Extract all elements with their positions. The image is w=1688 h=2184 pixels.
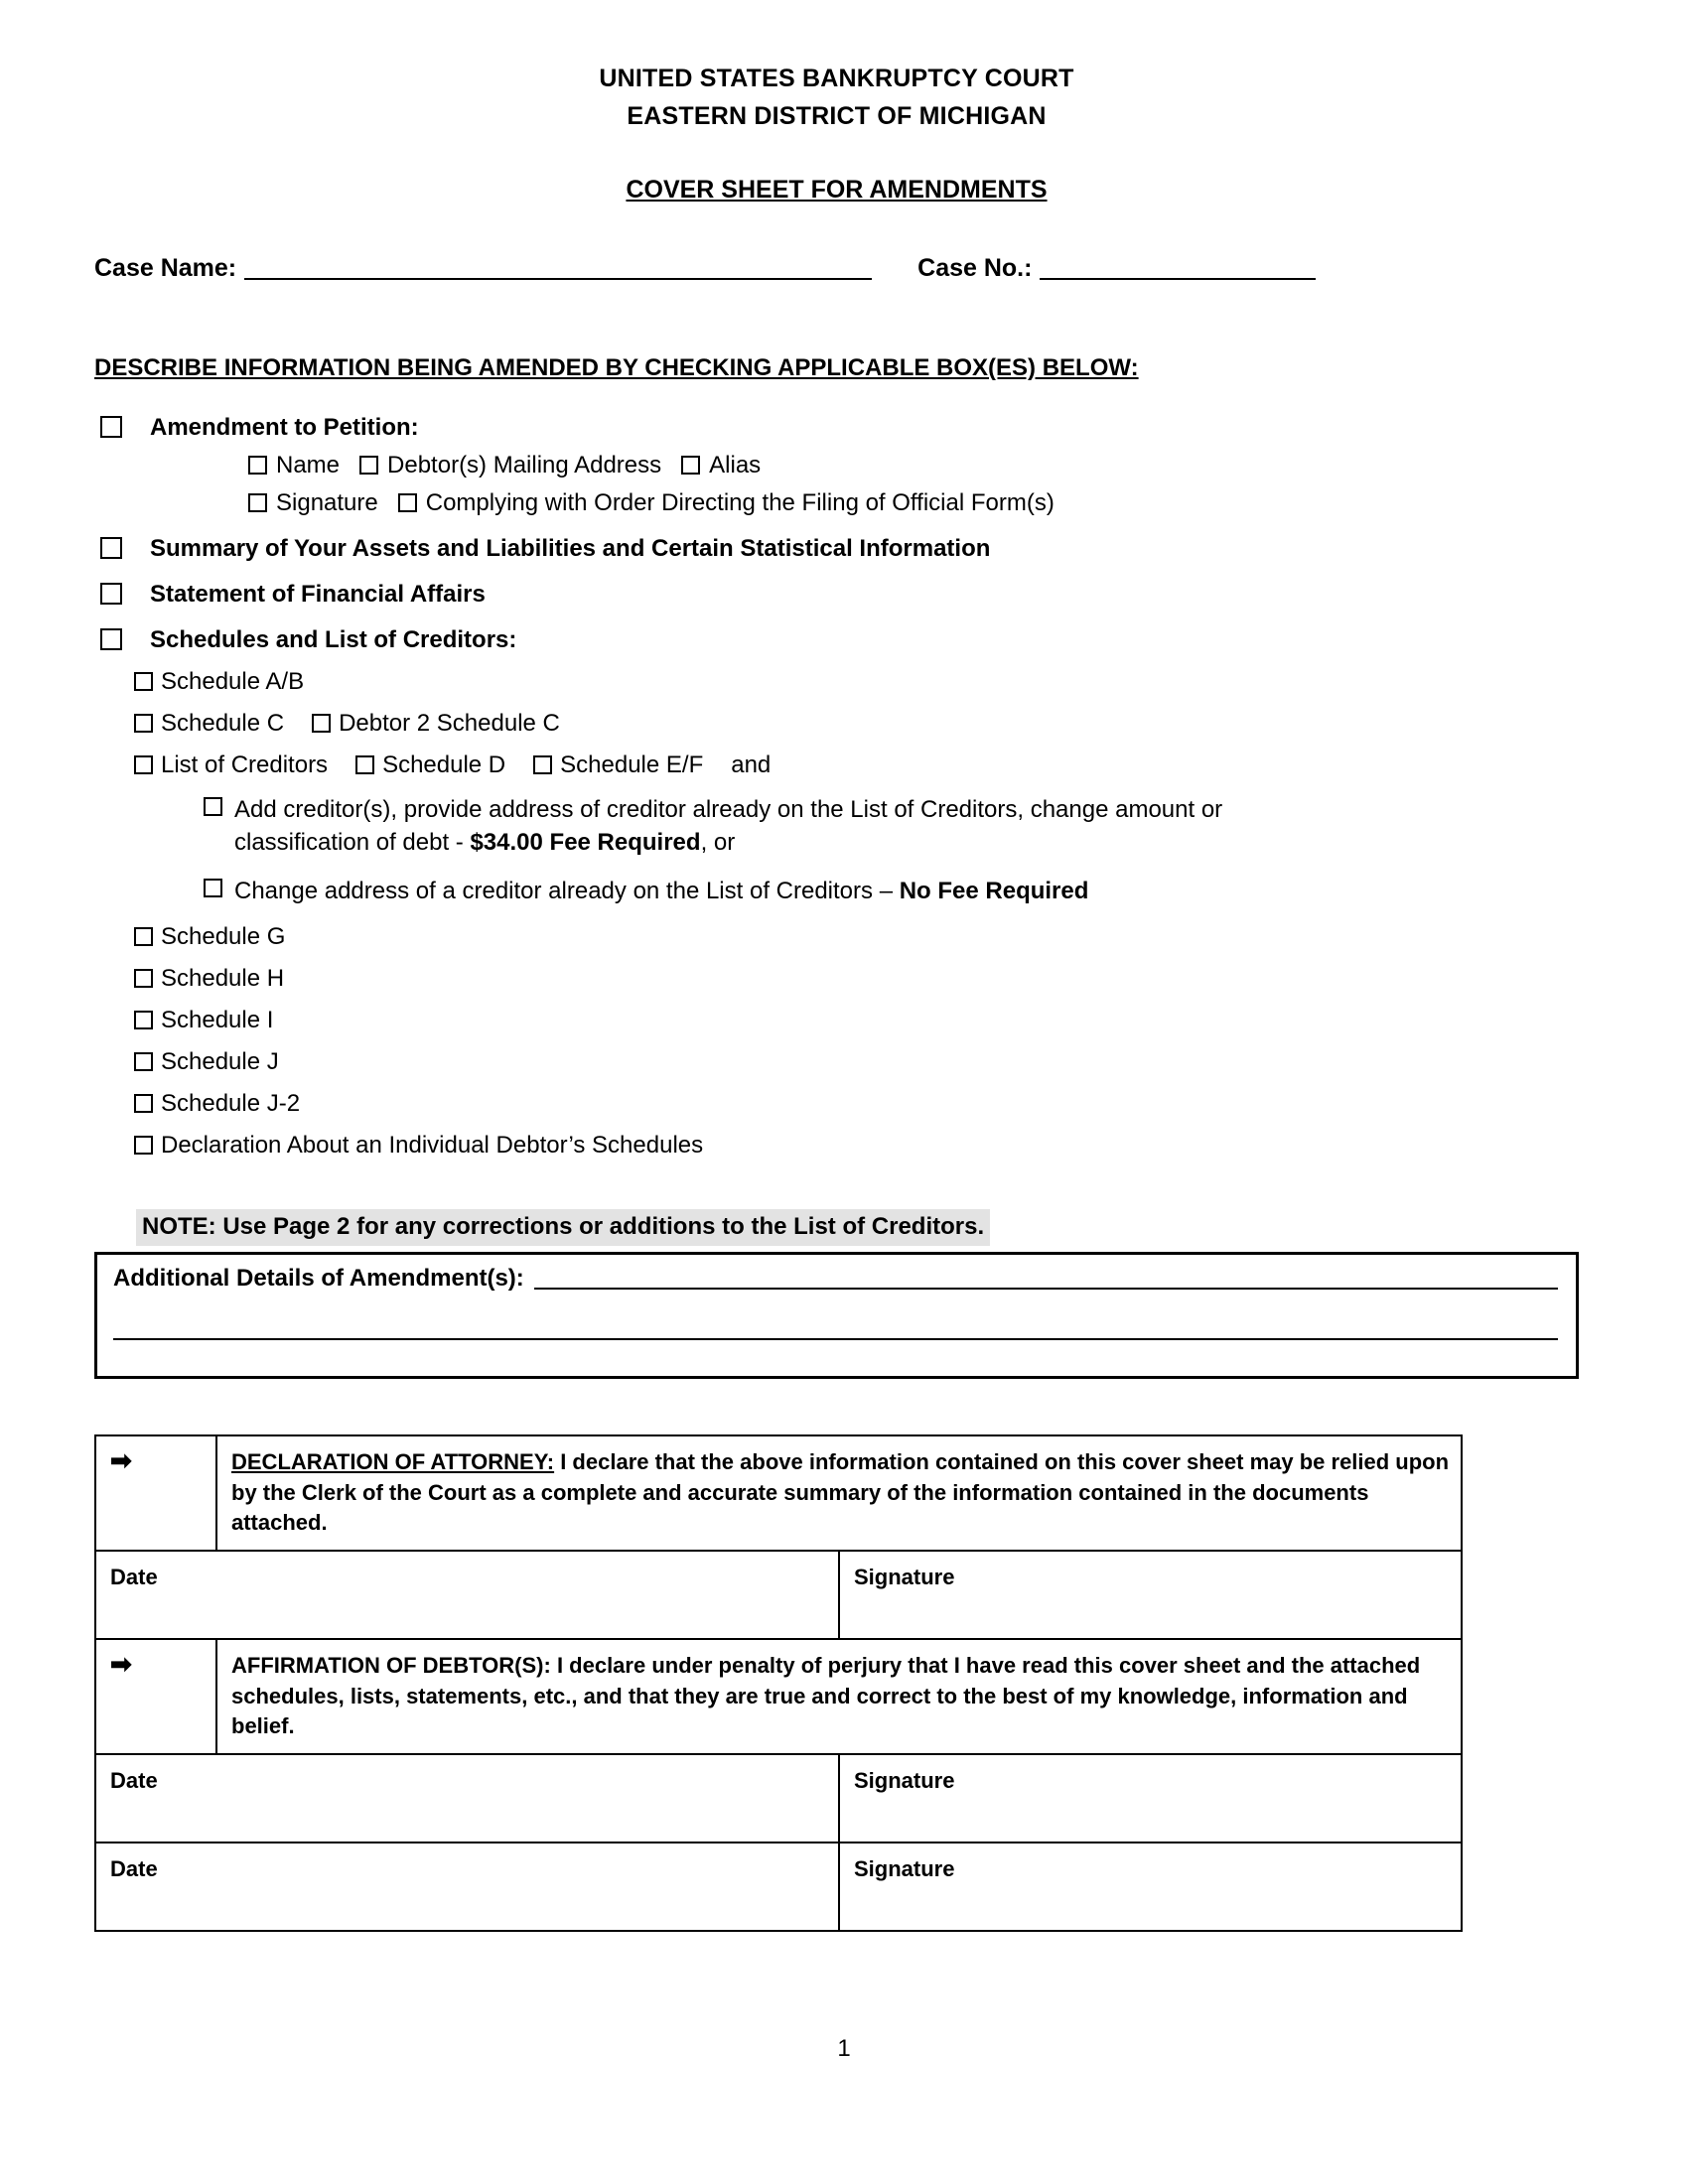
checklist-item-schedule-d[interactable] xyxy=(355,753,505,777)
checklist-row-schedule-j2 xyxy=(94,1092,1579,1116)
checklist-item-change-address[interactable] xyxy=(94,875,1579,907)
table-row xyxy=(95,1843,1462,1931)
table-row xyxy=(95,1551,1462,1639)
checklist-item-schedule-j2[interactable] xyxy=(134,1092,300,1116)
declaration-of-attorney-title: DECLARATION OF ATTORNEY: xyxy=(231,1449,555,1475)
checklist-label: Schedule E/F xyxy=(560,751,704,778)
checkbox-icon[interactable] xyxy=(533,755,552,774)
checklist-item-complying-order[interactable] xyxy=(398,491,1055,515)
checklist-label: Schedule J xyxy=(161,1048,279,1076)
checklist-item-schedule-h[interactable] xyxy=(134,967,284,991)
checklist-row-creditors-d-ef xyxy=(94,753,1579,777)
checkbox-icon[interactable] xyxy=(134,1011,153,1029)
checklist-label: Schedule D xyxy=(382,751,506,778)
checklist-label: Declaration About an Individual Debtor’s Schedules xyxy=(161,1132,704,1160)
signature-label: Signature xyxy=(854,1768,955,1794)
date-label: Date xyxy=(110,1856,158,1882)
checkbox-icon[interactable] xyxy=(398,493,417,512)
checkbox-icon[interactable] xyxy=(134,927,153,946)
court-district-line2: EASTERN DISTRICT OF MICHIGAN xyxy=(627,101,1047,130)
checklist-label: Debtor(s) Mailing Address xyxy=(387,452,662,478)
checklist-label: Schedule I xyxy=(161,1007,274,1034)
checklist-label: Schedule C xyxy=(161,710,285,737)
checklist-item-add-creditor[interactable] xyxy=(94,793,1579,859)
checkbox-icon[interactable] xyxy=(100,628,122,650)
attorney-signature-cell[interactable] xyxy=(839,1551,1462,1639)
additional-details-row xyxy=(113,1265,1558,1293)
page-title-text: COVER SHEET FOR AMENDMENTS xyxy=(626,176,1048,204)
checklist-item-schedule-i[interactable] xyxy=(134,1009,273,1032)
checkbox-icon[interactable] xyxy=(100,537,122,559)
affirmation-of-debtor-cell xyxy=(216,1639,1462,1754)
case-name-input[interactable] xyxy=(244,254,872,280)
checklist-item-schedule-ef[interactable] xyxy=(533,753,703,777)
arrow-cell xyxy=(95,1435,216,1551)
additional-details-label: Additional Details of Amendment(s): xyxy=(113,1265,524,1293)
declaration-of-attorney-text: I declare that the above information contained on this cover sheet may be relied upon by the Clerk of the Court as a complete and accurate summary of the information contained in the documents attached. xyxy=(231,1449,1450,1536)
checkbox-icon[interactable] xyxy=(100,416,122,438)
checkbox-icon[interactable] xyxy=(134,1052,153,1071)
checkbox-icon[interactable] xyxy=(248,493,267,512)
petition-subrow-1 xyxy=(94,454,1579,478)
checkbox-icon[interactable] xyxy=(681,456,700,475)
checklist-item-schedule-ab[interactable] xyxy=(134,670,304,694)
debtor1-date-cell[interactable] xyxy=(95,1754,839,1843)
checklist-item-list-of-creditors[interactable] xyxy=(134,753,328,777)
checkbox-icon[interactable] xyxy=(312,714,331,733)
checklist-label: Statement of Financial Affairs xyxy=(150,581,486,608)
change-address-fee: No Fee Required xyxy=(899,878,1089,905)
checkbox-icon[interactable] xyxy=(134,755,153,774)
additional-details-box xyxy=(94,1252,1579,1379)
table-row xyxy=(95,1435,1462,1551)
affirmation-of-debtor-title: AFFIRMATION OF DEBTOR(S): xyxy=(231,1653,551,1679)
checklist-item-statement-financial-affairs[interactable] xyxy=(94,583,1579,607)
checkbox-icon[interactable] xyxy=(134,672,153,691)
checklist-label: Name xyxy=(276,452,341,478)
checkbox-icon[interactable] xyxy=(134,1136,153,1155)
declaration-of-attorney-cell xyxy=(216,1435,1462,1551)
amendment-checklist xyxy=(94,416,1579,1158)
date-label: Date xyxy=(110,1768,158,1794)
checkbox-icon[interactable] xyxy=(204,797,222,816)
checklist-label: Schedule A/B xyxy=(161,668,305,695)
checkbox-icon[interactable] xyxy=(359,456,378,475)
checklist-item-schedule-g[interactable] xyxy=(134,925,285,949)
checklist-label xyxy=(234,793,1336,859)
checklist-label: Complying with Order Directing the Filing of Official Form(s) xyxy=(425,489,1055,516)
court-name-line1: UNITED STATES BANKRUPTCY COURT xyxy=(599,65,1074,92)
additional-details-input[interactable] xyxy=(534,1266,1558,1290)
checklist-label: Amendment to Petition: xyxy=(150,414,419,441)
date-label: Date xyxy=(110,1565,158,1590)
checklist-label: Summary of Your Assets and Liabilities and Certain Statistical Information xyxy=(150,535,991,562)
checklist-label: Schedule G xyxy=(161,923,286,951)
case-identification-row xyxy=(94,254,1579,283)
checklist-item-alias[interactable] xyxy=(681,454,761,478)
checklist-row-schedule-j xyxy=(94,1050,1579,1074)
checkbox-icon[interactable] xyxy=(134,969,153,988)
debtor2-date-cell[interactable] xyxy=(95,1843,839,1931)
checklist-label: Schedule H xyxy=(161,965,285,993)
checklist-item-summary-assets-liabilities[interactable] xyxy=(94,537,1579,561)
checklist-label: Schedule J-2 xyxy=(161,1090,301,1118)
debtor2-signature-cell[interactable] xyxy=(839,1843,1462,1931)
declarations-table xyxy=(94,1434,1463,1932)
checklist-item-schedule-j[interactable] xyxy=(134,1050,279,1074)
change-address-text-1: Change address of a creditor already on the List of Creditors – xyxy=(234,878,900,905)
affirmation-of-debtor-text: I declare under penalty of perjury that I have read this cover sheet and the attached schedules, lists, statements, etc., and that they are true and correct to the best of my knowledge, information and belief. xyxy=(231,1653,1421,1739)
checklist-item-schedules-and-creditors[interactable] xyxy=(94,628,1579,652)
checklist-item-signature[interactable] xyxy=(248,491,378,515)
table-row xyxy=(95,1754,1462,1843)
checklist-item-name[interactable] xyxy=(248,454,340,478)
signature-label: Signature xyxy=(854,1565,955,1590)
checklist-row-schedule-ab xyxy=(94,670,1579,694)
case-number-label: Case No.: xyxy=(917,254,1033,282)
checkbox-icon[interactable] xyxy=(355,755,374,774)
add-creditor-text-2: , or xyxy=(700,829,736,857)
checklist-row-schedule-i xyxy=(94,1009,1579,1032)
petition-subrow-2 xyxy=(94,491,1579,515)
checklist-label: Debtor 2 Schedule C xyxy=(339,710,560,737)
checkbox-icon[interactable] xyxy=(204,879,222,897)
checklist-label: List of Creditors xyxy=(161,751,329,778)
checklist-item-mailing-address[interactable] xyxy=(359,454,661,478)
checklist-row-schedule-h xyxy=(94,967,1579,991)
conjunction-and: and xyxy=(731,751,772,778)
checkbox-icon[interactable] xyxy=(248,456,267,475)
additional-details-input-line2[interactable] xyxy=(113,1295,1558,1340)
page-number: 1 xyxy=(837,2035,851,2062)
checklist-item-declaration-schedules[interactable] xyxy=(134,1134,703,1158)
checklist-label xyxy=(234,875,1088,907)
checkbox-icon[interactable] xyxy=(134,714,153,733)
arrow-cell xyxy=(95,1639,216,1754)
checklist-label: Alias xyxy=(709,452,762,478)
signature-label: Signature xyxy=(854,1856,955,1882)
checklist-item-schedule-c[interactable] xyxy=(134,712,284,736)
checklist-row-schedule-g xyxy=(94,925,1579,949)
checklist-row-declaration-schedules xyxy=(94,1134,1579,1158)
checklist-label: Signature xyxy=(276,489,378,516)
case-name-label: Case Name: xyxy=(94,254,237,282)
checkbox-icon[interactable] xyxy=(100,583,122,605)
note-banner: NOTE: Use Page 2 for any corrections or additions to the List of Creditors. xyxy=(136,1209,990,1246)
page-title xyxy=(94,176,1579,205)
checklist-item-amendment-to-petition[interactable] xyxy=(94,416,1579,440)
attorney-date-cell[interactable] xyxy=(95,1551,839,1639)
add-creditor-text-1: Add creditor(s), provide address of creditor already on the List of Creditors, change amount or classification of debt - xyxy=(234,796,1223,857)
checklist-row-schedule-c xyxy=(94,712,1579,736)
section-heading: DESCRIBE INFORMATION BEING AMENDED BY CHECKING APPLICABLE BOX(ES) BELOW: xyxy=(94,354,1139,381)
debtor1-signature-cell[interactable] xyxy=(839,1754,1462,1843)
arrow-right-icon: ➡ xyxy=(110,1649,132,1680)
checkbox-icon[interactable] xyxy=(134,1094,153,1113)
checklist-item-debtor2-schedule-c[interactable] xyxy=(312,712,560,736)
arrow-right-icon: ➡ xyxy=(110,1445,132,1476)
add-creditor-fee: $34.00 Fee Required xyxy=(470,829,701,857)
case-number-input[interactable] xyxy=(1040,254,1316,280)
checklist-label: Schedules and List of Creditors: xyxy=(150,626,517,653)
table-row xyxy=(95,1639,1462,1754)
